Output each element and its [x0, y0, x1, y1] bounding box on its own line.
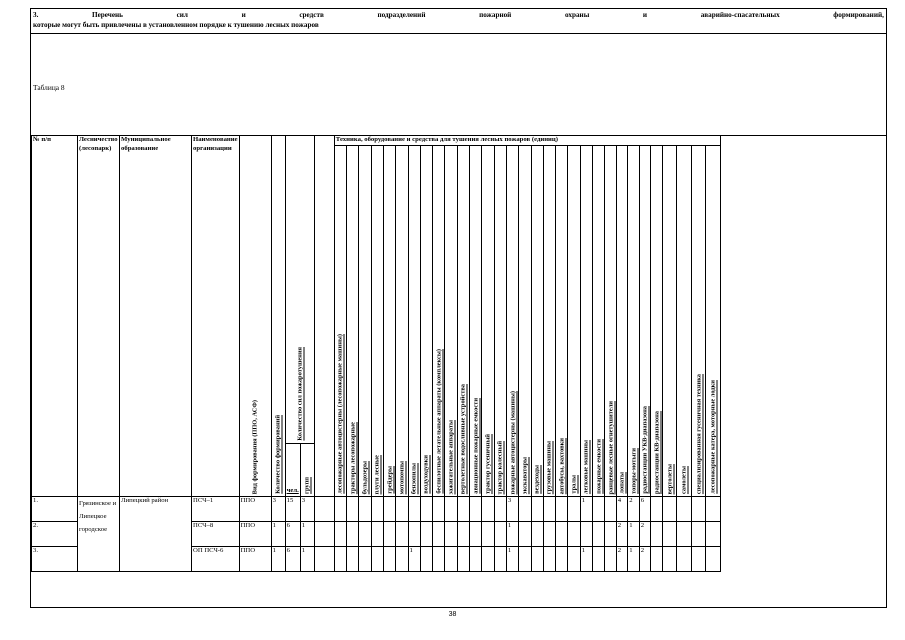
cell-equipment-15: [519, 497, 531, 522]
header-num: № п/п: [32, 136, 78, 497]
cell-equipment-19: [568, 497, 580, 522]
cell-groups: 1: [300, 547, 314, 572]
header-equipment-28-label: самолеты: [680, 465, 688, 494]
cell-equipment-29: [691, 547, 706, 572]
header-equipment-14-label: пожарные автоцистерны (машины): [509, 390, 517, 494]
cell-equipment-30: [706, 522, 721, 547]
cell-equipment-26: [651, 522, 663, 547]
cell-equipment-4: [383, 497, 395, 522]
cell-equipment-18: [556, 547, 568, 572]
cell-groups: 1: [300, 522, 314, 547]
cell-equipment-21: [593, 522, 605, 547]
cell-equipment-6: 1: [408, 547, 420, 572]
cell-equipment-3: [371, 522, 383, 547]
header-equipment-4-label: грейдеры: [386, 466, 394, 494]
header-equipment-20: [580, 146, 592, 497]
header-equipment-15: [519, 146, 531, 497]
header-equipment-21-label: пожарные емкости: [595, 439, 603, 494]
cell-equipment-28: [677, 522, 692, 547]
cell-equipment-1: [347, 547, 359, 572]
cell-spacer: [314, 497, 334, 522]
cell-equipment-8: [433, 522, 445, 547]
cell-equipment-1: [347, 497, 359, 522]
cell-forestry: Грязинское и Липецкое городское: [78, 497, 120, 572]
cell-equipment-27: [662, 522, 677, 547]
cell-equipment-8: [433, 497, 445, 522]
header-equipment-14: [506, 146, 518, 497]
cell-equipment-9: [445, 522, 457, 547]
cell-equipment-24: 1: [628, 547, 640, 572]
cell-org: ПСЧ–1: [192, 497, 240, 522]
cell-equipment-22: [605, 547, 617, 572]
header-equipment-19-label: тралы: [570, 475, 578, 494]
cell-equipment-3: [371, 547, 383, 572]
cell-equipment-22: [605, 497, 617, 522]
cell-equipment-12: [482, 522, 494, 547]
cell-equipment-5: [396, 497, 408, 522]
cell-type: ППО: [239, 497, 271, 522]
header-equipment-24-label: топоры-мотыги: [630, 448, 638, 494]
cell-equipment-6: [408, 522, 420, 547]
title-word: подразделений: [377, 11, 426, 19]
title-word: и: [642, 11, 648, 19]
header-equipment-0: [334, 146, 346, 497]
row-num: 1.: [32, 497, 78, 522]
cell-equipment-26: [651, 547, 663, 572]
cell-equipment-10: [457, 547, 469, 572]
header-equipment-title: Техника, оборудование и средства для тушения лесных пожаров (единиц): [334, 136, 720, 146]
cell-equipment-7: [420, 497, 432, 522]
header-equipment-9-label: зажигательные аппараты: [447, 419, 455, 494]
header-equipment-28: [677, 146, 692, 497]
cell-equipment-27: [662, 497, 677, 522]
header-equipment-3: [371, 146, 383, 497]
header-equipment-2: [359, 146, 371, 497]
header-equipment-27: [662, 146, 677, 497]
cell-equipment-27: [662, 547, 677, 572]
header-equipment-8: [433, 146, 445, 497]
cell-equipment-23: 4: [616, 497, 628, 522]
title-word: Перечень: [92, 11, 123, 19]
cell-equipment-20: [580, 522, 592, 547]
cell-equipment-13: [494, 497, 506, 522]
header-spacer: [314, 136, 334, 497]
cell-equipment-2: [359, 497, 371, 522]
cell-equipment-24: 2: [628, 497, 640, 522]
header-equipment-27-label: вертолеты: [666, 463, 674, 494]
header-groups-label: групп: [303, 477, 311, 494]
cell-equipment-17: [543, 547, 555, 572]
header-equipment-7: [420, 146, 432, 497]
document-frame: [30, 8, 887, 608]
header-equipment-17-label: грузовые машины: [545, 440, 553, 494]
header-equipment-13: [494, 146, 506, 497]
header-form-count: [271, 136, 285, 497]
header-equipment-11: [470, 146, 482, 497]
header-equipment-9: [445, 146, 457, 497]
header-equipment-10-label: вертолетные водосливные устройства: [459, 383, 467, 494]
header-equipment-0-label: лесопожарные автоцистерны (лесопожарные машины): [336, 334, 344, 494]
cell-form-count: 1: [271, 522, 285, 547]
divider: [31, 33, 886, 34]
header-equipment-21: [593, 146, 605, 497]
cell-equipment-5: [396, 547, 408, 572]
header-org: Наименование организации: [192, 136, 240, 497]
header-equipment-19: [568, 146, 580, 497]
header-equipment-29: [691, 146, 706, 497]
cell-groups: 3: [300, 497, 314, 522]
cell-form-count: 3: [271, 497, 285, 522]
cell-equipment-2: [359, 522, 371, 547]
header-equipment-17: [543, 146, 555, 497]
header-equipment-30: [706, 146, 721, 497]
header-equipment-29-label: специализированная гусеничная техника: [695, 373, 703, 494]
cell-equipment-20: 1: [580, 547, 592, 572]
header-equipment-15-label: экскаваторы: [521, 456, 529, 494]
title-word: средств: [299, 11, 324, 19]
cell-equipment-18: [556, 497, 568, 522]
header-equipment-18: [556, 146, 568, 497]
header-equipment-18-label: автобусы, вахтовки: [558, 437, 566, 494]
cell-equipment-21: [593, 497, 605, 522]
header-groups: [300, 444, 314, 497]
cell-people: 6: [285, 547, 300, 572]
cell-equipment-0: [334, 547, 346, 572]
cell-equipment-14: 1: [506, 522, 518, 547]
cell-equipment-16: [531, 547, 543, 572]
header-equipment-10: [457, 146, 469, 497]
cell-type: ППО: [239, 547, 271, 572]
header-forces-label: Количество сил пожаротушения: [296, 347, 304, 441]
row-num: 2.: [32, 522, 78, 547]
header-equipment-11-label: авиационные пожарные емкости: [472, 398, 480, 494]
header-forestry: Лесничество (лесопарк): [78, 136, 120, 497]
cell-form-count: 1: [271, 547, 285, 572]
forces-table: [31, 135, 721, 572]
cell-equipment-23: 2: [616, 547, 628, 572]
header-equipment-24: [628, 146, 640, 497]
cell-equipment-25: 6: [639, 497, 651, 522]
cell-equipment-13: [494, 547, 506, 572]
cell-equipment-4: [383, 547, 395, 572]
cell-equipment-14: 1: [506, 547, 518, 572]
header-equipment-26-label: радиостанции КВ-диапазона: [653, 411, 661, 494]
cell-type: ППО: [239, 522, 271, 547]
header-equipment-22-label: ранцевые лесные огнетушители: [607, 400, 615, 494]
cell-equipment-18: [556, 522, 568, 547]
cell-equipment-24: 1: [628, 522, 640, 547]
header-form-type-label: Вид формирования (ППО, АСФ): [251, 399, 259, 494]
header-equipment-6-label: бензопилы: [410, 462, 418, 494]
cell-equipment-6: [408, 497, 420, 522]
header-equipment-23: [616, 146, 628, 497]
cell-municipality: Липецкий район: [120, 497, 192, 572]
header-equipment-8-label: беспилотные летательные аппараты (комплексы): [435, 349, 443, 494]
header-equipment-30-label: лесопожарные катера, моторные лодки: [709, 380, 717, 494]
cell-equipment-19: [568, 547, 580, 572]
row-num: 3.: [32, 547, 78, 572]
cell-equipment-9: [445, 547, 457, 572]
cell-equipment-4: [383, 522, 395, 547]
cell-equipment-5: [396, 522, 408, 547]
cell-org: ПСЧ–8: [192, 522, 240, 547]
table-row: [32, 497, 721, 522]
cell-equipment-13: [494, 522, 506, 547]
cell-equipment-12: [482, 497, 494, 522]
cell-spacer: [314, 522, 334, 547]
title-word: пожарной: [479, 11, 512, 19]
cell-equipment-21: [593, 547, 605, 572]
cell-equipment-26: [651, 497, 663, 522]
header-equipment-25-label: радиостанции УКВ-диапазона: [641, 406, 649, 494]
cell-equipment-7: [420, 522, 432, 547]
header-municipality: Муниципальное образование: [120, 136, 192, 497]
cell-equipment-11: [470, 497, 482, 522]
header-equipment-5-label: мотопомпы: [398, 460, 406, 494]
header-equipment-4: [383, 146, 395, 497]
header-equipment-25: [639, 146, 651, 497]
header-equipment-13-label: трактор колесный: [496, 440, 504, 494]
header-people: чел.: [285, 444, 300, 497]
header-equipment-20-label: легковые машины: [582, 439, 590, 494]
header-equipment-12-label: трактор гусеничный: [484, 433, 492, 494]
title-line-2: которые могут быть привлечены в установленном порядке к тушению лесных пожаров: [33, 21, 319, 29]
cell-equipment-30: [706, 547, 721, 572]
cell-equipment-19: [568, 522, 580, 547]
cell-equipment-15: [519, 522, 531, 547]
title-word: 3.: [33, 11, 39, 19]
cell-equipment-23: 2: [616, 522, 628, 547]
header-equipment-2-label: бульдозеры: [361, 460, 369, 494]
header-equipment-16-label: вездеходы: [533, 465, 541, 494]
cell-equipment-22: [605, 522, 617, 547]
title-line-1: [33, 10, 884, 20]
cell-equipment-11: [470, 547, 482, 572]
header-form-count-label: Количество формирований: [274, 415, 282, 494]
cell-equipment-9: [445, 497, 457, 522]
cell-equipment-11: [470, 522, 482, 547]
cell-org: ОП ПСЧ-6: [192, 547, 240, 572]
cell-equipment-12: [482, 547, 494, 572]
cell-equipment-25: 2: [639, 522, 651, 547]
cell-equipment-16: [531, 522, 543, 547]
title-word: охраны: [564, 11, 590, 19]
header-equipment-7-label: воздуходувки: [422, 455, 430, 494]
title-word: сил: [176, 11, 188, 19]
cell-equipment-1: [347, 522, 359, 547]
cell-equipment-28: [677, 547, 692, 572]
header-equipment-12: [482, 146, 494, 497]
header-equipment-26: [651, 146, 663, 497]
cell-equipment-14: 3: [506, 497, 518, 522]
header-equipment-6: [408, 146, 420, 497]
cell-equipment-25: 2: [639, 547, 651, 572]
cell-equipment-0: [334, 522, 346, 547]
cell-equipment-3: [371, 497, 383, 522]
cell-equipment-20: 1: [580, 497, 592, 522]
cell-equipment-28: [677, 497, 692, 522]
header-equipment-23-label: лопаты: [618, 472, 626, 494]
cell-equipment-29: [691, 497, 706, 522]
cell-people: 15: [285, 497, 300, 522]
cell-equipment-17: [543, 522, 555, 547]
cell-equipment-10: [457, 497, 469, 522]
cell-spacer: [314, 547, 334, 572]
cell-equipment-29: [691, 522, 706, 547]
table-label: Таблица 8: [33, 83, 65, 92]
title-word: и: [241, 11, 246, 19]
cell-equipment-10: [457, 522, 469, 547]
cell-equipment-8: [433, 547, 445, 572]
document-title: [33, 10, 884, 30]
header-equipment-3-label: плуги лесные: [373, 454, 381, 494]
header-equipment-1-label: тракторы лесопожарные: [349, 421, 357, 494]
cell-equipment-15: [519, 547, 531, 572]
page-number: 38: [448, 611, 457, 618]
header-equipment-1: [347, 146, 359, 497]
cell-equipment-7: [420, 547, 432, 572]
cell-equipment-0: [334, 497, 346, 522]
header-equipment-22: [605, 146, 617, 497]
title-word: формирований,: [833, 11, 884, 19]
cell-equipment-17: [543, 497, 555, 522]
header-equipment-5: [396, 146, 408, 497]
cell-people: 6: [285, 522, 300, 547]
header-forces: [285, 136, 314, 444]
header-form-type: [239, 136, 271, 497]
title-word: аварийно-спасательных: [700, 11, 780, 19]
cell-equipment-2: [359, 547, 371, 572]
cell-equipment-16: [531, 497, 543, 522]
cell-equipment-30: [706, 497, 721, 522]
header-equipment-16: [531, 146, 543, 497]
